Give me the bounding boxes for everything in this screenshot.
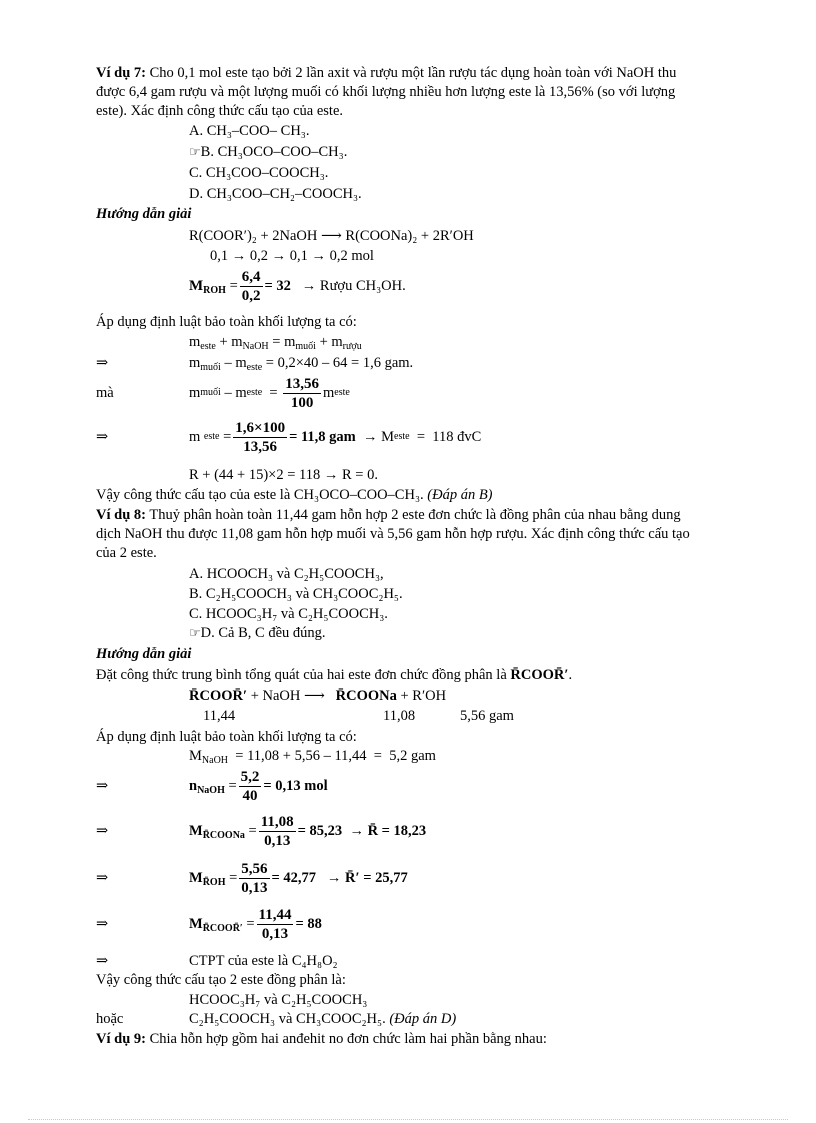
ex8-isomer-1: HCOOC₃H₇ và C₂H₅COOCH₃ (189, 992, 368, 1008)
ex8-m-naoh: $M_{NaOH} = 11,08 + 5,56 - 11,44 = 5,2$ gam (189, 748, 436, 766)
ex8-option-c: C. HCOOC₃H₇ và C₂H₅COOCH₃. (189, 606, 388, 622)
ex7-equation: R(COOR′)₂ + 2NaOH ⟶ R(COONa)₂ + 2R′OH (189, 228, 474, 244)
ex7-balance-4: m este = $\frac{1,6\times 100}{13,56}$ = 11,8 gam → M este = 118 đvC (189, 419, 482, 455)
implies-arrow: ⇒ (96, 355, 109, 371)
ex8-guide-heading: Hướng dẫn giải (96, 646, 192, 662)
implies-arrow: ⇒ (96, 870, 109, 886)
fraction: $\frac{13,56}{100}$ (285, 375, 319, 411)
fraction: $\frac{5,2}{40}$ (240, 768, 260, 804)
ex7-para-line-1: Ví dụ 7: Cho 0,1 mol este tạo bởi 2 lần axit và rượu một lần rượu tác dụng hoàn toàn với NaOH thu (96, 65, 677, 81)
ex8-para-line-2: dịch NaOH thu được 11,08 gam hỗn hợp muối và 5,56 gam hỗn hợp rượu. Xác định công thức cấu tạo (96, 526, 690, 542)
fraction: $\frac{6,4}{0,2}$ (241, 268, 261, 304)
ex8-m-roh: $M_{R̄OH}$ = $\frac{5,56}{0,13}$ = 42,77 → R̄′ = 25,77 (189, 860, 408, 896)
page-footer-rule (28, 1119, 788, 1120)
implies-arrow: ⇒ (96, 778, 109, 794)
fraction: $\frac{1,6\times 100}{13,56}$ (235, 419, 286, 455)
ex7-m-roh: $M_{ROH}$ = $\frac{6,4}{0,2}$ = 32 → Rượu CH₃OH. (189, 268, 406, 304)
ex7-ma: mà (96, 385, 114, 401)
ex8-label: Ví dụ 8: (96, 507, 146, 523)
ex8-mass-1: 11,44 (203, 708, 236, 724)
ex8-para-line-3: của 2 este. (96, 545, 157, 561)
ex7-balance-3: m muối – m este = $\frac{13,56}{100}$ m este (189, 375, 350, 411)
ex8-n-naoh: $n_{NaOH}$ = $\frac{5,2}{40}$ = 0,13 mol (189, 768, 328, 804)
fraction: $\frac{11,08}{0,13}$ (260, 813, 294, 849)
implies-arrow: ⇒ (96, 429, 109, 445)
ex7-conclusion: Vậy công thức cấu tạo của este là CH₃OCO–COO–CH₃. (Đáp án B) (96, 487, 493, 503)
ex8-intro: Đặt công thức trung bình tổng quát của hai este đơn chức đồng phân là R̄COOR̄′. (96, 667, 573, 683)
ex7-para-line-2: được 6,4 gam rượu và một lượng muối có khối lượng nhiều hơn lượng este là 13,56% (so với lượng (96, 84, 676, 100)
ex7-option-a: A. CH₃–COO– CH₃. (189, 123, 310, 139)
ex8-para-line-1: Ví dụ 8: Thuỷ phân hoàn toàn 11,44 gam hỗn hợp 2 este đơn chức là đồng phân của nhau bằng dung (96, 507, 681, 523)
ex7-option-d: D. CH₃COO–CH₂–COOCH₃. (189, 186, 362, 202)
ex8-mass-2: 11,08 (383, 708, 416, 724)
ex7-r-equation: R + (44 + 15)×2 = 118 → R = 0. (189, 467, 378, 483)
ex8-hoac: hoặc (96, 1011, 124, 1027)
ex7-balance-2: $m_{muối} - m_{este} = 0,2\times 40 - 64 = 1,6$ gam. (189, 355, 414, 373)
ex7-apply-law: Áp dụng định luật bảo toàn khối lượng ta có: (96, 314, 357, 330)
ex8-m-rcoona: $M_{R̄COONa}$ = $\frac{11,08}{0,13}$ = 85,23 → R̄ = 18,23 (189, 813, 427, 849)
ex8-option-b: B. C₂H₅COOCH₃ và CH₃COOC₂H₅. (189, 586, 403, 602)
implies-arrow: ⇒ (96, 953, 109, 969)
ex8-m-rcoor: $M_{R̄COOR̄'}$ = $\frac{11,44}{0,13}$ = 88 (189, 906, 322, 942)
ex7-option-b: ☞B. CH₃OCO–COO–CH₃. (189, 144, 348, 160)
ex8-mass-3: 5,56 gam (460, 708, 514, 724)
implies-arrow: ⇒ (96, 823, 109, 839)
ex7-balance-1: $m_{este} + m_{NaOH} = m_{muối} + m_{rượu}$ (189, 334, 362, 352)
ex7-label: Ví dụ 7: (96, 65, 146, 81)
ex7-para-line-3: este). Xác định công thức cấu tạo của este. (96, 103, 344, 119)
ex8-option-d: ☞D. Cả B, C đều đúng. (189, 625, 326, 641)
ex9-label: Ví dụ 9: (96, 1031, 146, 1047)
ex7-guide-heading: Hướng dẫn giải (96, 206, 192, 222)
ex8-conclusion: Vậy công thức cấu tạo 2 este đồng phân là: (96, 972, 346, 988)
fraction: $\frac{5,56}{0,13}$ (241, 860, 268, 896)
ex8-equation: R̄COOR̄′ + NaOH ⟶ R̄COONa + R′OH (189, 688, 447, 704)
hand-pointer-icon: ☞ (189, 626, 201, 641)
ex8-isomer-2: C₂H₅COOCH₃ và CH₃COOC₂H₅. (Đáp án D) (189, 1011, 457, 1027)
hand-pointer-icon: ☞ (189, 145, 201, 160)
fraction: $\frac{11,44}{0,13}$ (258, 906, 292, 942)
ex8-option-a: A. HCOOCH₃ và C₂H₅COOCH₃, (189, 566, 384, 582)
implies-arrow: ⇒ (96, 916, 109, 932)
ex7-equation-moles: 0,1 → 0,2 → 0,1 → 0,2 mol (210, 248, 374, 264)
ex8-apply-law: Áp dụng định luật bảo toàn khối lượng ta có: (96, 729, 357, 745)
ex7-option-c: C. CH₃COO–COOCH₃. (189, 165, 329, 181)
ex8-ctpt: CTPT của este là C₄H₈O₂ (189, 953, 338, 969)
ex9-para-line-1: Ví dụ 9: Chia hỗn hợp gồm hai anđehit no đơn chức làm hai phần bằng nhau: (96, 1031, 547, 1047)
